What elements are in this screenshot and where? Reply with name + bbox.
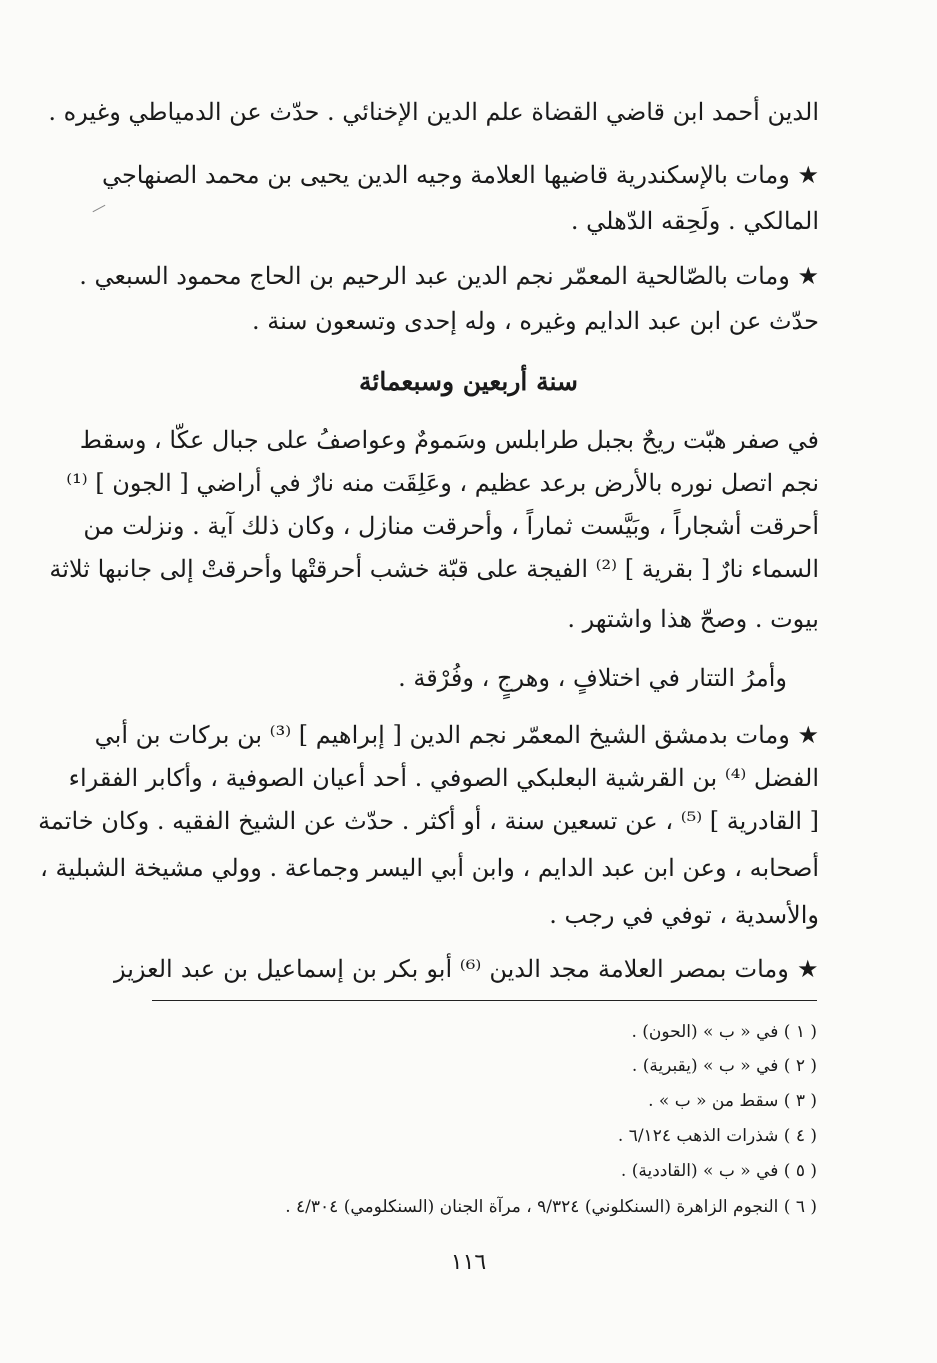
footnote: ( ٣ ) سقط من « ب » .: [648, 1091, 817, 1111]
body-line: الدين أحمد ابن قاضي القضاة علم الدين الإخنائي . حدّث عن الدمياطي وغيره .: [48, 98, 819, 126]
footnote-separator: [152, 1000, 817, 1001]
body-line: [ القادرية ] ⁽⁵⁾ ، عن تسعين سنة ، أو أكثر . حدّث عن الشيخ الفقيه . وكان خاتمة: [38, 807, 819, 835]
body-line: الفضل ⁽⁴⁾ بن القرشية البعلبكي الصوفي . أحد أعيان الصوفية ، وأكابر الفقراء: [68, 764, 819, 792]
body-line: بيوت . وصحّ هذا واشتهر .: [567, 605, 819, 633]
page-number: ١١٦: [450, 1250, 487, 1275]
body-line: والأسدية ، توفي في رجب .: [549, 901, 819, 929]
footnote: ( ١ ) في « ب » (الحون) .: [631, 1022, 817, 1042]
body-line: أصحابه ، وعن ابن عبد الدايم ، وابن أبي اليسر وجماعة . وولي مشيخة الشبلية ،: [40, 854, 819, 882]
footnote: ( ٦ ) النجوم الزاهرة (السنكلوني) ٩/٣٢٤ ، مرآة الجنان (السنكلومي) ٤/٣٠٤ .: [285, 1197, 817, 1217]
body-line: السماء نارٌ [ بقرية ] ⁽²⁾ الفيجة على قبّة خشب أحرقتْها وأحرقتْ إلى جانبها ثلاثة: [49, 555, 819, 583]
footnote: ( ٢ ) في « ب » (يقبرية) .: [631, 1056, 817, 1076]
body-line: المالكي . ولَحِقه الدّهلي .: [570, 207, 819, 235]
scan-speck: [93, 205, 106, 213]
section-heading: سنة أربعين وسبعمائة: [359, 367, 578, 396]
body-line: ★ ومات بالصّالحية المعمّر نجم الدين عبد الرحيم بن الحاج محمود السبعي .: [79, 262, 819, 290]
body-line: في صفر هبّت ريحٌ بجبل طرابلس وسَمومٌ وعواصفُ على جبال عكّا ، وسقط: [79, 426, 819, 454]
body-line: نجم اتصل نوره بالأرض برعد عظيم ، وعَلِقَت منه نارٌ في أراضي [ الجون ] ⁽¹⁾: [66, 469, 819, 497]
body-line: حدّث عن ابن عبد الدايم وغيره ، وله إحدى وتسعون سنة .: [252, 307, 819, 335]
body-line: ★ ومات بالإسكندرية قاضيها العلامة وجيه الدين يحيى بن محمد الصنهاجي: [101, 161, 819, 189]
body-line: وأمرُ التتار في اختلافٍ ، وهرجٍ ، وفُرْقة .: [398, 664, 787, 692]
body-line: ★ ومات بدمشق الشيخ المعمّر نجم الدين [ إبراهيم ] ⁽³⁾ بن بركات بن أبي: [94, 721, 819, 749]
footnote: ( ٥ ) في « ب » (القاددية) .: [620, 1161, 817, 1181]
body-line: أحرقت أشجاراً ، وبَيَّست ثماراً ، وأحرقت منازل ، وكان ذلك آية . ونزلت من: [83, 512, 819, 540]
footnote: ( ٤ ) شذرات الذهب ٦/١٢٤ .: [617, 1126, 817, 1146]
body-line: ★ ومات بمصر العلامة مجد الدين ⁽⁶⁾ أبو بكر بن إسماعيل بن عبد العزيز: [114, 955, 820, 983]
